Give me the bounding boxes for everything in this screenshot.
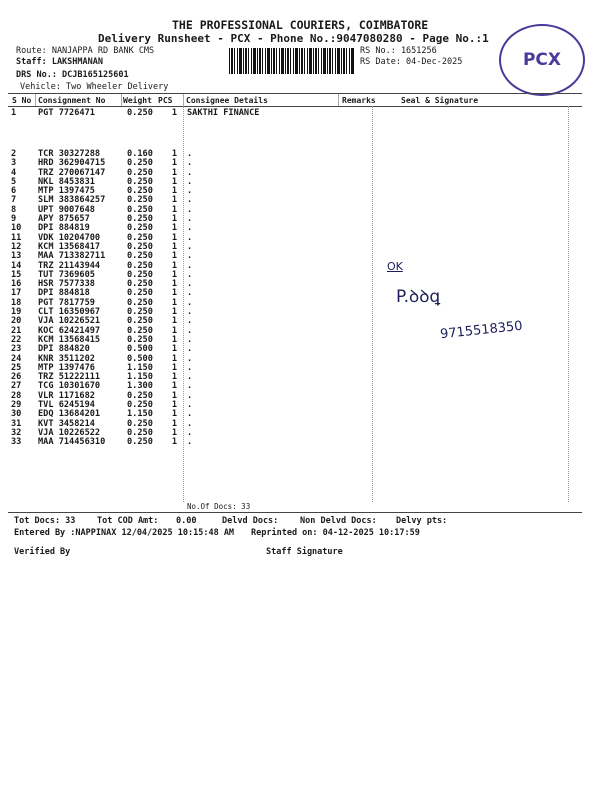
- row-sno: 11: [11, 232, 22, 243]
- row-consignee: .: [187, 279, 193, 290]
- row-sno: 17: [11, 288, 22, 299]
- row-weight: 0.250: [127, 390, 153, 401]
- row-weight: 0.250: [127, 167, 153, 178]
- row-consignee: .: [187, 334, 193, 345]
- row-sno: 19: [11, 307, 22, 318]
- row-consignment-no: DPI 884819: [38, 223, 90, 234]
- consignment-table: [11, 109, 337, 448]
- row-weight: 0.500: [127, 344, 153, 355]
- row-sno: 32: [11, 427, 22, 438]
- row-weight: 0.500: [127, 353, 153, 364]
- header-bottom-rule: [8, 106, 582, 107]
- row-consignee: .: [187, 288, 193, 299]
- route-label: Route: NANJAPPA RD BANK CMS: [16, 46, 155, 56]
- row-consignment-no: KCM 13568415: [38, 334, 101, 345]
- non-delvd-docs: Non Delvd Docs:: [300, 516, 377, 526]
- rs-number: RS No.: 1651256: [360, 46, 437, 56]
- delvd-docs: Delvd Docs:: [222, 516, 279, 526]
- row-weight: 0.250: [127, 232, 153, 243]
- row-weight: 0.250: [127, 297, 153, 308]
- row-consignee: SAKTHI FINANCE: [187, 108, 260, 118]
- row-consignment-no: UPT 9007648: [38, 204, 95, 215]
- row-consignment-no: VJA 10226522: [38, 427, 101, 438]
- row-consignment-no: SLM 383864257: [38, 195, 106, 206]
- row-weight: 0.250: [127, 241, 153, 252]
- row-sno: 18: [11, 297, 22, 308]
- delvy-pts: Delvy pts:: [396, 516, 448, 526]
- staff-label: Staff: LAKSHMANAN: [16, 57, 103, 67]
- pcx-stamp: PCX: [499, 24, 585, 96]
- row-pcs: 1: [171, 223, 177, 234]
- tot-docs: Tot Docs: 33: [14, 516, 76, 526]
- reprinted-on: Reprinted on: 04-12-2025 10:17:59: [251, 528, 420, 538]
- row-sno: 3: [11, 158, 17, 169]
- row-sno: 5: [11, 176, 17, 187]
- row-sno: 7: [11, 195, 17, 206]
- entered-by: Entered By :NAPPINAX 12/04/2025 10:15:48 AM: [14, 528, 235, 538]
- handwritten-ok: OK: [387, 260, 403, 273]
- handwritten-signature: P.ꝺꝺꝗ: [396, 287, 441, 307]
- row-weight: 0.250: [127, 176, 153, 187]
- row-consignment-no: TUT 7369605: [38, 269, 95, 280]
- row-weight: 0.250: [127, 260, 153, 271]
- row-pcs: 1: [171, 325, 177, 336]
- row-consignment-no: MTP 1397476: [38, 362, 95, 373]
- row-sno: 27: [11, 381, 22, 392]
- row-pcs: 1: [171, 390, 177, 401]
- row-sno: 31: [11, 418, 22, 429]
- row-consignee: .: [187, 344, 193, 355]
- row-pcs: 1: [171, 297, 177, 308]
- row-consignment-no: HSR 7577338: [38, 279, 95, 290]
- row-consignee: .: [187, 353, 193, 364]
- vehicle-label: Vehicle: Two Wheeler Delivery: [20, 82, 169, 92]
- row-consignment-no: PGT 7817759: [38, 297, 95, 308]
- row-consignee: .: [187, 195, 193, 206]
- footer-rule: [8, 512, 582, 513]
- runsheet-title: Delivery Runsheet - PCX - Phone No.:9047080280 - Page No.:1: [98, 32, 489, 45]
- row-pcs: 1: [171, 167, 177, 178]
- row-weight: 0.250: [127, 279, 153, 290]
- row-pcs: 1: [171, 241, 177, 252]
- row-weight: 0.250: [127, 223, 153, 234]
- row-consignee: .: [187, 269, 193, 280]
- row-consignment-no: VLR 1171682: [38, 390, 95, 401]
- row-sno: 33: [11, 437, 22, 448]
- row-weight: 0.160: [127, 149, 153, 159]
- row-pcs: 1: [171, 214, 177, 225]
- row-weight: 0.250: [127, 400, 153, 411]
- row-pcs: 1: [171, 149, 177, 159]
- row-pcs: 1: [171, 260, 177, 271]
- row-pcs: 1: [171, 279, 177, 290]
- staff-signature: Staff Signature: [266, 547, 343, 557]
- row-pcs: 1: [171, 195, 177, 206]
- row-pcs: 1: [171, 344, 177, 355]
- row-consignment-no: PGT 7726471: [38, 108, 95, 118]
- barcode: [229, 48, 354, 74]
- row-sno: 25: [11, 362, 22, 373]
- row-weight: 1.150: [127, 409, 153, 420]
- row-weight: 1.300: [127, 381, 153, 392]
- row-consignment-no: MAA 713382711: [38, 251, 106, 262]
- row-sno: 22: [11, 334, 22, 345]
- row-consignment-no: MAA 714456310: [38, 437, 106, 448]
- row-pcs: 1: [171, 362, 177, 373]
- row-sno: 28: [11, 390, 22, 401]
- row-pcs: 1: [171, 108, 177, 118]
- row-pcs: 1: [171, 372, 177, 383]
- row-pcs: 1: [171, 316, 177, 327]
- row-consignee: .: [187, 409, 193, 420]
- row-consignment-no: EDQ 13684201: [38, 409, 101, 420]
- row-consignee: .: [187, 390, 193, 401]
- row-weight: 0.250: [127, 158, 153, 169]
- row-consignee: .: [187, 400, 193, 411]
- row-sno: 6: [11, 186, 17, 197]
- row-consignee: .: [187, 223, 193, 234]
- row-pcs: 1: [171, 204, 177, 215]
- row-weight: 0.250: [127, 334, 153, 345]
- row-pcs: 1: [171, 269, 177, 280]
- table-row: [11, 109, 337, 150]
- row-sno: 15: [11, 269, 22, 280]
- row-consignee: .: [187, 241, 193, 252]
- row-pcs: 1: [171, 353, 177, 364]
- row-consignment-no: TRZ 270067147: [38, 167, 106, 178]
- row-sno: 30: [11, 409, 22, 420]
- row-consignment-no: TVL 6245194: [38, 400, 95, 411]
- row-consignment-no: KOC 62421497: [38, 325, 101, 336]
- row-weight: 0.250: [127, 418, 153, 429]
- row-consignee: .: [187, 325, 193, 336]
- row-sno: 29: [11, 400, 22, 411]
- row-sno: 8: [11, 204, 17, 215]
- row-consignee: .: [187, 232, 193, 243]
- no-of-docs: No.Of Docs: 33: [187, 502, 251, 511]
- row-weight: 0.250: [127, 108, 153, 118]
- row-consignment-no: TCR 30327288: [38, 149, 101, 159]
- col-pcs: PCS: [158, 96, 173, 105]
- row-pcs: 1: [171, 186, 177, 197]
- col-consignment: Consignment No: [38, 96, 106, 105]
- row-weight: 0.250: [127, 195, 153, 206]
- header-top-rule: [8, 93, 582, 94]
- row-consignment-no: DPI 884820: [38, 344, 90, 355]
- row-pcs: 1: [171, 307, 177, 318]
- row-weight: 0.250: [127, 214, 153, 225]
- row-consignee: .: [187, 251, 193, 262]
- row-consignment-no: KCM 13568417: [38, 241, 101, 252]
- row-pcs: 1: [171, 158, 177, 169]
- row-consignee: .: [187, 186, 193, 197]
- row-consignee: .: [187, 362, 193, 373]
- company-name: THE PROFESSIONAL COURIERS, COIMBATORE: [172, 18, 429, 32]
- drs-number: DRS No.: DCJB165125601: [16, 70, 129, 80]
- row-weight: 0.250: [127, 307, 153, 318]
- row-sno: 12: [11, 241, 22, 252]
- row-consignee: .: [187, 167, 193, 178]
- row-weight: 0.250: [127, 288, 153, 299]
- row-consignment-no: APY 875657: [38, 214, 90, 225]
- row-consignment-no: KNR 3511202: [38, 353, 95, 364]
- handwritten-phone: 9715518350: [439, 318, 524, 343]
- row-pcs: 1: [171, 437, 177, 448]
- row-pcs: 1: [171, 409, 177, 420]
- row-weight: 0.250: [127, 204, 153, 215]
- row-consignee: .: [187, 381, 193, 392]
- row-pcs: 1: [171, 251, 177, 262]
- row-consignee: .: [187, 427, 193, 438]
- row-pcs: 1: [171, 232, 177, 243]
- rs-date: RS Date: 04-Dec-2025: [360, 57, 463, 67]
- row-consignee: .: [187, 418, 193, 429]
- col-consignee: Consignee Details: [186, 96, 268, 105]
- row-pcs: 1: [171, 418, 177, 429]
- row-consignee: .: [187, 297, 193, 308]
- row-consignment-no: DPI 884818: [38, 288, 90, 299]
- row-sno: 20: [11, 316, 22, 327]
- row-sno: 24: [11, 353, 22, 364]
- row-weight: 0.250: [127, 437, 153, 448]
- row-consignee: .: [187, 176, 193, 187]
- row-consignment-no: CLT 16350967: [38, 307, 101, 318]
- row-weight: 0.250: [127, 325, 153, 336]
- row-consignment-no: MTP 1397475: [38, 186, 95, 197]
- row-consignment-no: NKL 8453831: [38, 176, 95, 187]
- row-consignee: .: [187, 214, 193, 225]
- row-consignment-no: TRZ 21143944: [38, 260, 101, 271]
- row-sno: 13: [11, 251, 22, 262]
- row-consignee: .: [187, 437, 193, 448]
- row-weight: 0.250: [127, 427, 153, 438]
- row-weight: 0.250: [127, 316, 153, 327]
- row-weight: 0.250: [127, 186, 153, 197]
- row-consignment-no: HRD 362904715: [38, 158, 106, 169]
- col-seal: Seal & Signature: [401, 96, 479, 105]
- row-consignment-no: KVT 3458214: [38, 418, 95, 429]
- row-consignee: .: [187, 204, 193, 215]
- verified-by: Verified By: [14, 547, 71, 557]
- row-consignment-no: TCG 10301670: [38, 381, 101, 392]
- row-sno: 21: [11, 325, 22, 336]
- table-row: [11, 438, 337, 447]
- row-consignee: .: [187, 372, 193, 383]
- tot-cod-value: 0.00: [176, 516, 197, 526]
- row-sno: 4: [11, 167, 17, 178]
- row-sno: 2: [11, 149, 17, 159]
- row-pcs: 1: [171, 288, 177, 299]
- row-consignee: .: [187, 316, 193, 327]
- row-pcs: 1: [171, 381, 177, 392]
- row-consignment-no: TRZ 51222111: [38, 372, 101, 383]
- row-consignee: .: [187, 158, 193, 169]
- row-weight: 0.250: [127, 251, 153, 262]
- col-weight: Weight: [123, 96, 152, 105]
- row-sno: 16: [11, 279, 22, 290]
- row-consignment-no: VJA 10226521: [38, 316, 101, 327]
- row-consignee: .: [187, 307, 193, 318]
- col-remarks: Remarks: [342, 96, 376, 105]
- row-consignee: .: [187, 149, 193, 159]
- row-sno: 14: [11, 260, 22, 271]
- row-sno: 9: [11, 214, 17, 225]
- row-weight: 1.150: [127, 362, 153, 373]
- row-pcs: 1: [171, 176, 177, 187]
- row-sno: 26: [11, 372, 22, 383]
- col-sno: S No: [12, 96, 32, 105]
- row-sno: 23: [11, 344, 22, 355]
- row-consignment-no: VDK 10204700: [38, 232, 101, 243]
- row-sno: 1: [11, 108, 17, 118]
- row-sno: 10: [11, 223, 22, 234]
- row-consignee: .: [187, 260, 193, 271]
- row-weight: 1.150: [127, 372, 153, 383]
- row-weight: 0.250: [127, 269, 153, 280]
- row-pcs: 1: [171, 334, 177, 345]
- row-pcs: 1: [171, 427, 177, 438]
- tot-cod-label: Tot COD Amt:: [97, 516, 159, 526]
- row-pcs: 1: [171, 400, 177, 411]
